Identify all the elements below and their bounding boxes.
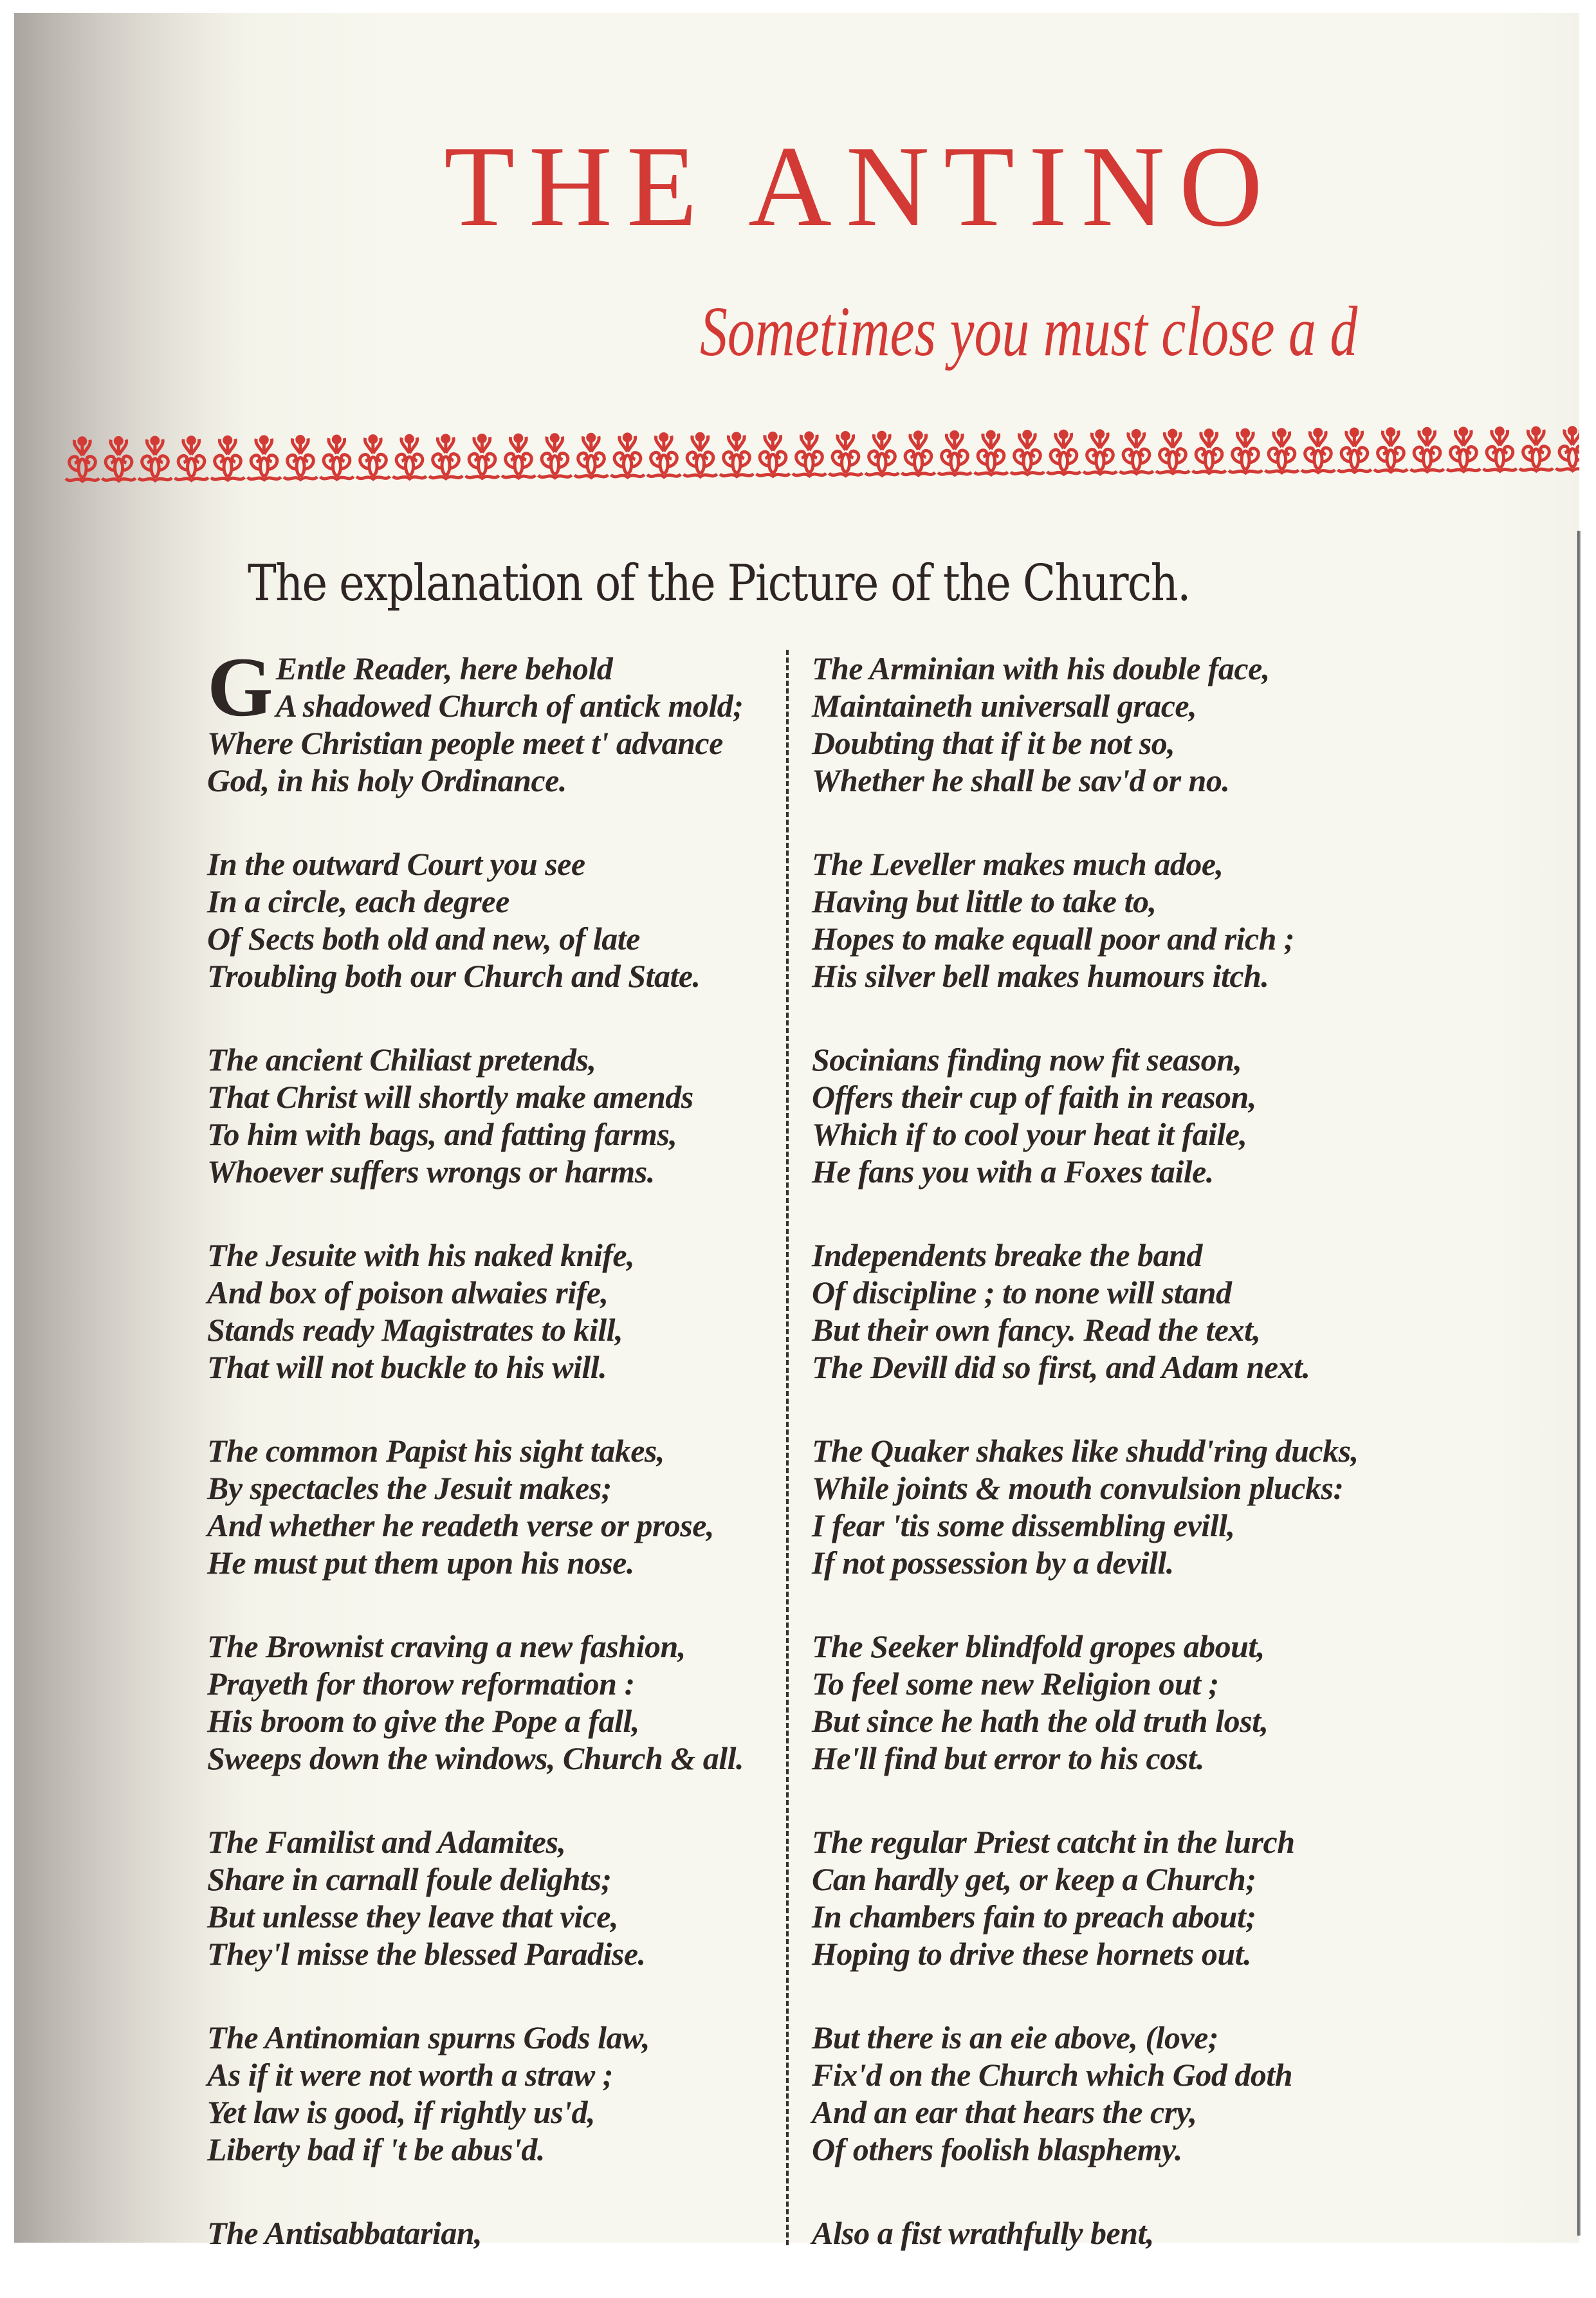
- verse-line: The Arminian with his double face,: [812, 650, 1270, 686]
- verse-line: If not possession by a devill.: [812, 1545, 1174, 1581]
- ornament-motif: [1156, 430, 1189, 473]
- ornament-motif: [1229, 430, 1262, 473]
- stanza: [812, 1823, 1391, 1972]
- ornament-motif: [284, 436, 317, 479]
- stanza: [812, 1041, 1391, 1190]
- verse-line: Hoping to drive these hornets out.: [812, 1936, 1252, 1972]
- ornament-motif: [102, 437, 135, 481]
- document-heading: The explanation of the Picture of the Church.: [248, 555, 1190, 612]
- verse-line: Whoever suffers wrongs or harms.: [207, 1154, 655, 1190]
- ornament-motif: [793, 433, 826, 476]
- poem-right-column: [812, 650, 1391, 2298]
- verse-line: Also a fist wrathfully bent,: [812, 2215, 1154, 2251]
- ornament-motif: [1447, 428, 1480, 472]
- verse-line: The Familist and Adamites,: [207, 1824, 566, 1860]
- ornament-motif: [938, 432, 971, 475]
- stanza: [812, 1236, 1391, 1386]
- ornament-motif: [865, 432, 899, 475]
- ornament-motif: [756, 433, 789, 476]
- verse-line: Entle Reader, here behold: [275, 650, 613, 686]
- page-right-margin: [1579, 13, 1596, 2243]
- ornament-motif: [901, 432, 935, 475]
- verse-line: Fix'd on the Church which God doth: [812, 2057, 1293, 2093]
- verse-line: Liberty bad if 't be abus'd.: [207, 2131, 545, 2167]
- verse-line: The Seeker blindfold gropes about,: [812, 1628, 1265, 1664]
- ornament-motif: [1047, 431, 1080, 474]
- ornament-motif: [138, 437, 172, 481]
- verse-line: And box of poison alwaies rife,: [207, 1274, 609, 1310]
- ornament-motif: [1301, 429, 1335, 472]
- ornament-motif: [1519, 428, 1553, 471]
- verse-line: But there is an eie above, (love;: [812, 2019, 1218, 2055]
- ornament-motif: [1483, 428, 1516, 471]
- ornament-motif: [1410, 428, 1444, 472]
- ornament-motif: [1555, 427, 1579, 470]
- stanza: [207, 845, 786, 995]
- verse-line: I fear 'tis some dissembling evill,: [812, 1507, 1235, 1543]
- ornament-motif: [392, 436, 426, 479]
- verse-line: Independents breake the band: [812, 1237, 1202, 1273]
- poem-left-column: [207, 639, 786, 2298]
- verse-line: The regular Priest catcht in the lurch: [812, 1824, 1295, 1860]
- verse-line: God, in his holy Ordinance.: [207, 762, 567, 798]
- ornament-motif: [829, 432, 862, 475]
- verse-line: That Christ will shortly make amends: [207, 1079, 693, 1115]
- verse-line: In the outward Court you see: [207, 846, 585, 882]
- ornament-motif: [465, 435, 499, 478]
- verse-line: The Antisabbatarian,: [207, 2215, 482, 2251]
- verse-line: Having but little to take to,: [812, 883, 1157, 919]
- verse-line: Can hardly get, or keep a Church;: [812, 1861, 1256, 1897]
- verse-line: Troubling both our Church and State.: [207, 958, 701, 994]
- verse-line: Share in carnall foule delights;: [207, 1861, 612, 1897]
- ornament-motif: [174, 437, 208, 480]
- verse-line: And whether he readeth verse or prose,: [207, 1507, 714, 1543]
- verse-line: The common Papist his sight takes,: [207, 1433, 665, 1469]
- stanza: [207, 2214, 786, 2252]
- verse-line: In chambers fain to preach about;: [812, 1898, 1256, 1935]
- stanza: [207, 1041, 786, 1190]
- verse-line: His silver bell makes humours itch.: [812, 958, 1269, 994]
- verse-line: He'll find but error to his cost.: [812, 1740, 1204, 1776]
- verse-line: But their own fancy. Read the text,: [812, 1312, 1261, 1348]
- stanza: [207, 1432, 786, 1581]
- verse-line: In a circle, each degree: [207, 883, 509, 919]
- ornament-motif: [1265, 430, 1298, 473]
- verse-line: The Quaker shakes like shudd'ring ducks,: [812, 1433, 1359, 1469]
- ornament-motif: [974, 432, 1007, 475]
- ornament-motif: [66, 438, 99, 481]
- verse-line: Yet law is good, if rightly us'd,: [207, 2094, 596, 2130]
- verse-line: While joints & mouth convulsion plucks:: [812, 1470, 1344, 1506]
- stanza: [207, 639, 786, 799]
- ornament-motif: [247, 437, 280, 480]
- ornament-motif: [574, 434, 608, 477]
- facing-page-edge: [1577, 531, 1581, 2236]
- verse-line: Of others foolish blasphemy.: [812, 2131, 1182, 2167]
- verse-line: Stands ready Magistrates to kill,: [207, 1312, 623, 1348]
- ornament-motif: [502, 435, 535, 478]
- verse-line: To feel some new Religion out ;: [812, 1666, 1219, 1702]
- verse-line: The Leveller makes much adoe,: [812, 846, 1224, 882]
- verse-line: Doubting that if it be not so,: [812, 725, 1175, 761]
- stanza: [812, 845, 1391, 995]
- verse-line: He fans you with a Foxes taile.: [812, 1154, 1214, 1190]
- verse-line: Maintaineth universall grace,: [812, 688, 1197, 724]
- ornament-motif: [1011, 431, 1044, 474]
- ornament-motif: [1083, 431, 1117, 474]
- verse-line: Hopes to make equall poor and rich ;: [812, 921, 1295, 957]
- ornament-motif: [320, 436, 353, 479]
- page-title: THE ANTINO: [444, 122, 1277, 250]
- stanza: [812, 2019, 1391, 2168]
- verse-line: Whether he shall be sav'd or no.: [812, 762, 1230, 798]
- verse-line: Where Christian people meet t' advance: [207, 725, 723, 761]
- verse-line: Of Sects both old and new, of late: [207, 921, 640, 957]
- verse-line: They'l misse the blessed Paradise.: [207, 1936, 646, 1972]
- verse-line: As if it were not worth a straw ;: [207, 2057, 613, 2093]
- ornament-motif: [429, 436, 463, 479]
- stanza: [812, 1628, 1391, 1777]
- ornament-motif: [610, 434, 644, 477]
- verse-line: Prayeth for thorow reformation :: [207, 1666, 635, 1702]
- ornament-motif: [683, 434, 717, 477]
- verse-line: The Brownist craving a new fashion,: [207, 1628, 686, 1664]
- ornament-motif: [211, 437, 244, 480]
- stanza: [207, 1236, 786, 1386]
- column-divider: [786, 650, 789, 2245]
- verse-line: Which if to cool your heat it faile,: [812, 1116, 1247, 1152]
- ornament-motif: [1374, 428, 1408, 472]
- ornament-motif: [356, 436, 390, 479]
- verse-line: The Antinomian spurns Gods law,: [207, 2019, 650, 2055]
- verse-line: But unlesse they leave that vice,: [207, 1898, 618, 1935]
- verse-line: Of discipline ; to none will stand: [812, 1274, 1232, 1310]
- ornament-motif: [720, 434, 753, 477]
- ornament-motif: [1119, 430, 1153, 473]
- verse-line: And an ear that hears the cry,: [812, 2094, 1197, 2130]
- floral-border-ornament: [64, 426, 1579, 486]
- verse-line: By spectacles the Jesuit makes;: [207, 1470, 612, 1506]
- stanza: [812, 650, 1391, 799]
- verse-line: That will not buckle to his will.: [207, 1349, 607, 1385]
- verse-line: Sweeps down the windows, Church & all.: [207, 1740, 744, 1776]
- page-subtitle: Sometimes you must close a d: [700, 292, 1358, 371]
- verse-line: Socinians finding now fit season,: [812, 1042, 1242, 1078]
- stanza: [207, 2019, 786, 2168]
- stanza: [207, 1823, 786, 1972]
- stanza: [812, 1432, 1391, 1581]
- verse-line: His broom to give the Pope a fall,: [207, 1703, 639, 1739]
- verse-line: The ancient Chiliast pretends,: [207, 1042, 596, 1078]
- verse-line: A shadowed Church of antick mold;: [275, 688, 744, 724]
- verse-line: To him with bags, and fatting farms,: [207, 1116, 677, 1152]
- ornament-motif: [1192, 430, 1225, 473]
- verse-line: He must put them upon his nose.: [207, 1545, 634, 1581]
- ornament-motif: [538, 434, 571, 477]
- verse-line: The Jesuite with his naked knife,: [207, 1237, 635, 1273]
- stanza: [207, 1628, 786, 1777]
- ornament-motif: [1337, 429, 1371, 472]
- verse-line: But since he hath the old truth lost,: [812, 1703, 1269, 1739]
- stanza: [812, 2214, 1391, 2252]
- verse-line: The Devill did so first, and Adam next.: [812, 1349, 1310, 1385]
- drop-cap: G: [207, 639, 273, 734]
- verse-line: Offers their cup of faith in reason,: [812, 1079, 1256, 1115]
- ornament-motif: [647, 434, 681, 477]
